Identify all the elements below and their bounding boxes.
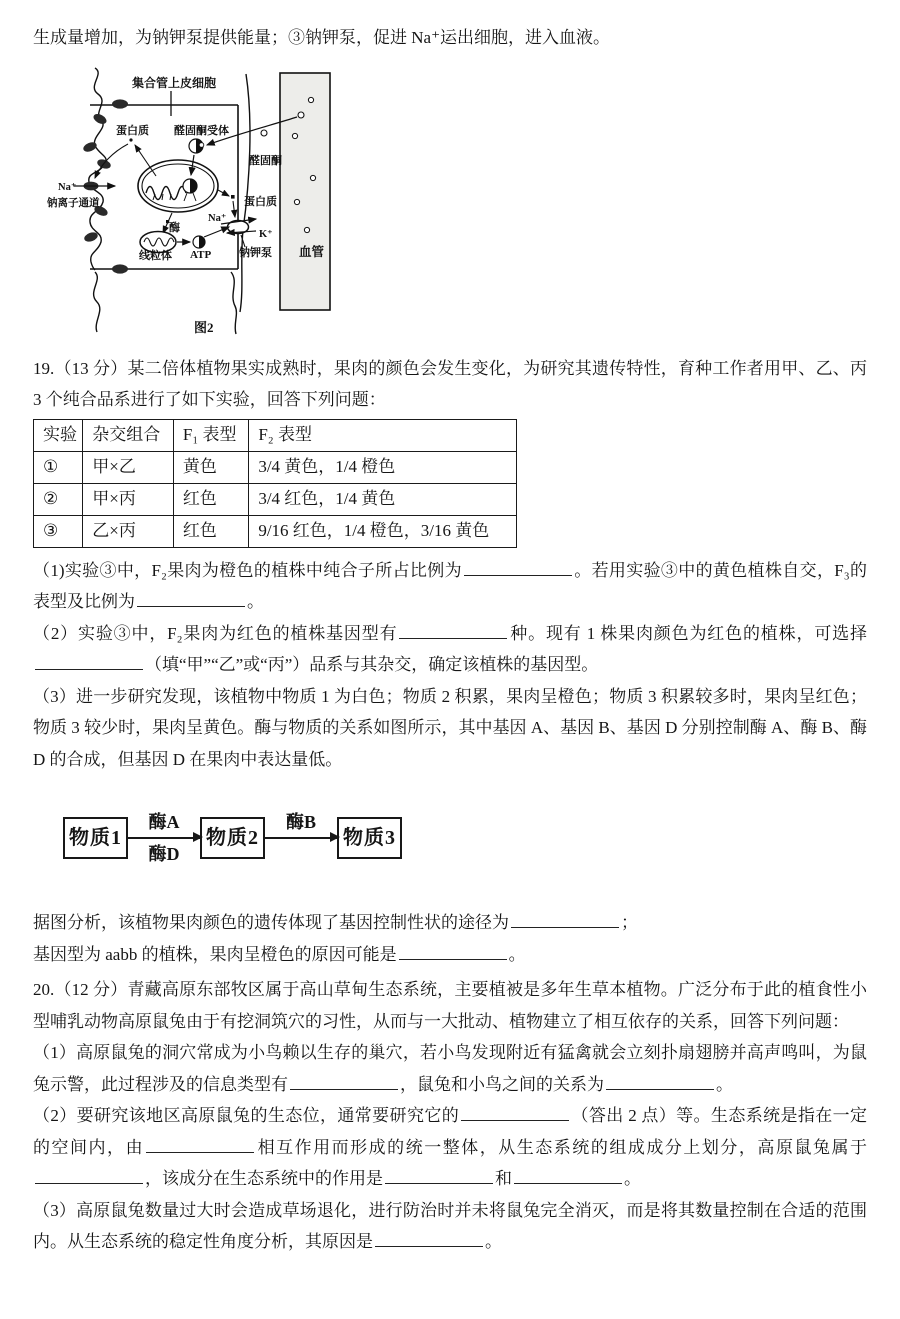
na-left-label: Na⁺ — [58, 181, 77, 193]
text-run: （3）高原鼠兔数量过大时会造成草场退化，进行防治时并未将鼠兔完全消灭，而是将其数量控制在合适的范围内。从生态系统的稳定性角度分析，其原因是 — [33, 1200, 867, 1251]
question-20-part-3 — [33, 1195, 867, 1258]
text-run: 。 — [716, 1074, 733, 1094]
cell-f1-2: 红色 — [173, 483, 248, 515]
na-k-pump-label: 钠钾泵 — [239, 246, 272, 259]
answer-blank — [606, 1074, 714, 1090]
answer-blank — [137, 591, 245, 607]
answer-blank — [375, 1231, 483, 1247]
text-run: 19.（13 分）某二倍体植物果实成熟时，果肉的颜色会发生变化，为研究其遗传特性，育种工作者用甲、乙、丙 3 个纯合品系进行了如下实验，回答下列问题： — [33, 358, 867, 409]
question-20-part-2 — [33, 1100, 867, 1195]
figure2-cell-diagram — [43, 60, 867, 342]
text-run: 。 — [485, 1232, 502, 1251]
cell-f2-1: 3/4 黄色，1/4 橙色 — [249, 451, 517, 483]
question-20-part-1 — [33, 1037, 867, 1100]
protein-dot-icon — [129, 138, 132, 141]
cell-f2-3: 9/16 红色，1/4 橙色，3/16 黄色 — [249, 515, 517, 547]
text-run: 基因型为 aabb 的植株，果肉呈橙色的原因可能是 — [33, 944, 397, 964]
enzyme-b-label: 酶B — [285, 812, 316, 832]
cell-cross-1: 甲×乙 — [83, 451, 174, 483]
answer-blank — [35, 1168, 143, 1184]
text-run: 。 — [247, 592, 264, 611]
text-run: （2）实验③中，F₂果肉为红色的植株基因型有 — [33, 623, 398, 643]
answer-blank — [35, 654, 143, 670]
protein-right-label: 蛋白质 — [244, 195, 277, 208]
question-19-part-2 — [33, 618, 867, 681]
atp-label: ATP — [190, 248, 212, 261]
blood-vessel-box — [280, 73, 330, 310]
text-run: （1)实验③中，F₂果肉为橙色的植株中纯合子所占比例为 — [33, 560, 462, 580]
text-run: （1）高原鼠兔的洞穴常成为小鸟赖以生存的巢穴，若小鸟发现附近有猛禽就会立刻扑扇翅膀并高声鸣叫，为鼠兔示警，此过程涉及的信息类型有 — [33, 1043, 867, 1094]
table-row — [34, 515, 517, 547]
experiment-table — [33, 419, 517, 548]
table-header-row — [34, 419, 517, 451]
pathway-arrow-2 — [265, 811, 337, 865]
aldosterone-source-icon — [298, 112, 304, 118]
figure2-caption: 图2 — [194, 319, 214, 335]
text-run: 种。现有 1 株果肉颜色为红色的植株，可选择 — [509, 623, 867, 643]
aldosterone-label: 醛固酮 — [249, 154, 282, 167]
cell-exp-3: ③ — [34, 515, 83, 547]
atp-to-pump-arrow — [204, 227, 229, 237]
text-run: 相互作用而形成的统一整体，从生态系统的组成成分上划分，高原鼠兔属于 — [256, 1137, 867, 1157]
enzyme-d-label: 酶D — [148, 844, 180, 864]
right-arrow-icon — [128, 837, 200, 839]
substance2-box: 物质2 — [200, 817, 265, 859]
receptor-label: 醛固酮受体 — [174, 124, 229, 137]
text-run: 。若用实验③中的黄色植株自交，F₃的表型及比例为 — [33, 560, 867, 611]
answer-blank — [464, 560, 572, 576]
enzyme-dot-icon — [166, 220, 169, 223]
text-run: 20.（12 分）青藏高原东部牧区属于高山草甸生态系统，主要植被是多年生草本植物。广泛分布于此的植食性小型哺乳动物高原鼠兔由于有挖洞筑穴的习性，从而与一大批动、植物建立了相互依存的关系，回答下列问题： — [33, 980, 867, 1031]
text-run: 据图分析，该植物果肉颜色的遗传体现了基因控制性状的途径为 — [33, 913, 509, 932]
question-19-analysis-2 — [33, 939, 867, 971]
col-experiment: 实验 — [34, 419, 83, 451]
text-run: （填“甲”“乙”或“丙”）品系与其杂交，确定该植株的基因型。 — [145, 655, 599, 674]
atp-icon — [193, 236, 205, 248]
protein-to-pump-arrow — [233, 201, 235, 217]
aldosterone-moving-icon — [261, 130, 267, 136]
nucleus-to-protein-right-arrow — [218, 190, 229, 196]
text-run: （3）进一步研究发现，该植物中物质 1 为白色；物质 2 积累，果肉呈橙色；物质 3 积累较多时，果肉呈红色；物质 3 较少时，果肉呈黄色。酶与物质的关系如图所示，其中基因 A、基因 B、基因 D 分别控制酶 A、酶 B、酶 D 的合成，但基因 D 在果肉中表达量低。 — [33, 686, 867, 769]
text-run: （答出 2 点）等。生态系统是指在一定的空间内，由 — [33, 1106, 868, 1157]
metabolic-pathway-figure — [63, 792, 867, 884]
pathway-arrow-1 — [128, 811, 200, 865]
text-run: 和 — [495, 1169, 512, 1188]
question-19-part-3 — [33, 681, 867, 776]
figure2-svg — [43, 60, 343, 342]
table-row — [34, 451, 517, 483]
sodium-channel-label: 钠离子通道 — [47, 197, 100, 209]
right-arrow-icon — [265, 837, 337, 839]
substance3-box: 物质3 — [337, 817, 402, 859]
cell-name-label: 集合管上皮细胞 — [132, 75, 217, 90]
cell-cross-3: 乙×丙 — [83, 515, 174, 547]
cell-f1-1: 黄色 — [173, 451, 248, 483]
answer-blank — [399, 944, 507, 960]
answer-blank — [511, 912, 619, 928]
text-run: ，该成分在生态系统中的作用是 — [145, 1169, 383, 1188]
question-19-analysis-1 — [33, 907, 867, 939]
answer-blank — [290, 1074, 398, 1090]
col-f2: F₂ 表型 — [249, 419, 517, 451]
question-20-stem — [33, 974, 867, 1037]
cell-exp-2: ② — [34, 483, 83, 515]
cell-cross-2: 甲×丙 — [83, 483, 174, 515]
protein-top-label: 蛋白质 — [116, 124, 149, 137]
text-run: ； — [621, 913, 638, 932]
answer-blank — [146, 1137, 254, 1153]
text-run: 生成量增加，为钠钾泵提供能量；③钠钾泵，促进 Na⁺运出细胞，进入血液。 — [33, 28, 611, 47]
substance1-box: 物质1 — [63, 817, 128, 859]
answer-blank — [385, 1168, 493, 1184]
protein-right-dot-icon — [231, 195, 235, 199]
answer-blank — [514, 1168, 622, 1184]
na-pump-label: Na⁺ — [208, 212, 227, 224]
question-19-part-1 — [33, 555, 867, 618]
cell-f1-3: 红色 — [173, 515, 248, 547]
text-run: ，鼠兔和小鸟之间的关系为 — [400, 1074, 604, 1094]
question-19-stem — [33, 353, 867, 416]
receptor-icon — [189, 139, 204, 153]
col-f1: F₁ 表型 — [173, 419, 248, 451]
col-cross: 杂交组合 — [83, 419, 174, 451]
k-label: K⁺ — [259, 228, 273, 240]
cell-f2-2: 3/4 红色，1/4 黄色 — [249, 483, 517, 515]
answer-blank — [399, 623, 507, 639]
enzyme-label: 酶 — [169, 221, 180, 234]
text-run: （2）要研究该地区高原鼠兔的生态位，通常要研究它的 — [33, 1106, 460, 1125]
text-run: 。 — [508, 944, 526, 964]
answer-blank — [461, 1105, 569, 1121]
table-row — [34, 483, 517, 515]
blood-vessel-label: 血管 — [299, 244, 325, 259]
text-run: 。 — [624, 1169, 641, 1188]
enzyme-a-label: 酶A — [148, 812, 180, 832]
cell-exp-1: ① — [34, 451, 83, 483]
intro-paragraph — [33, 22, 867, 54]
mitochondria-label: 线粒体 — [139, 249, 172, 262]
